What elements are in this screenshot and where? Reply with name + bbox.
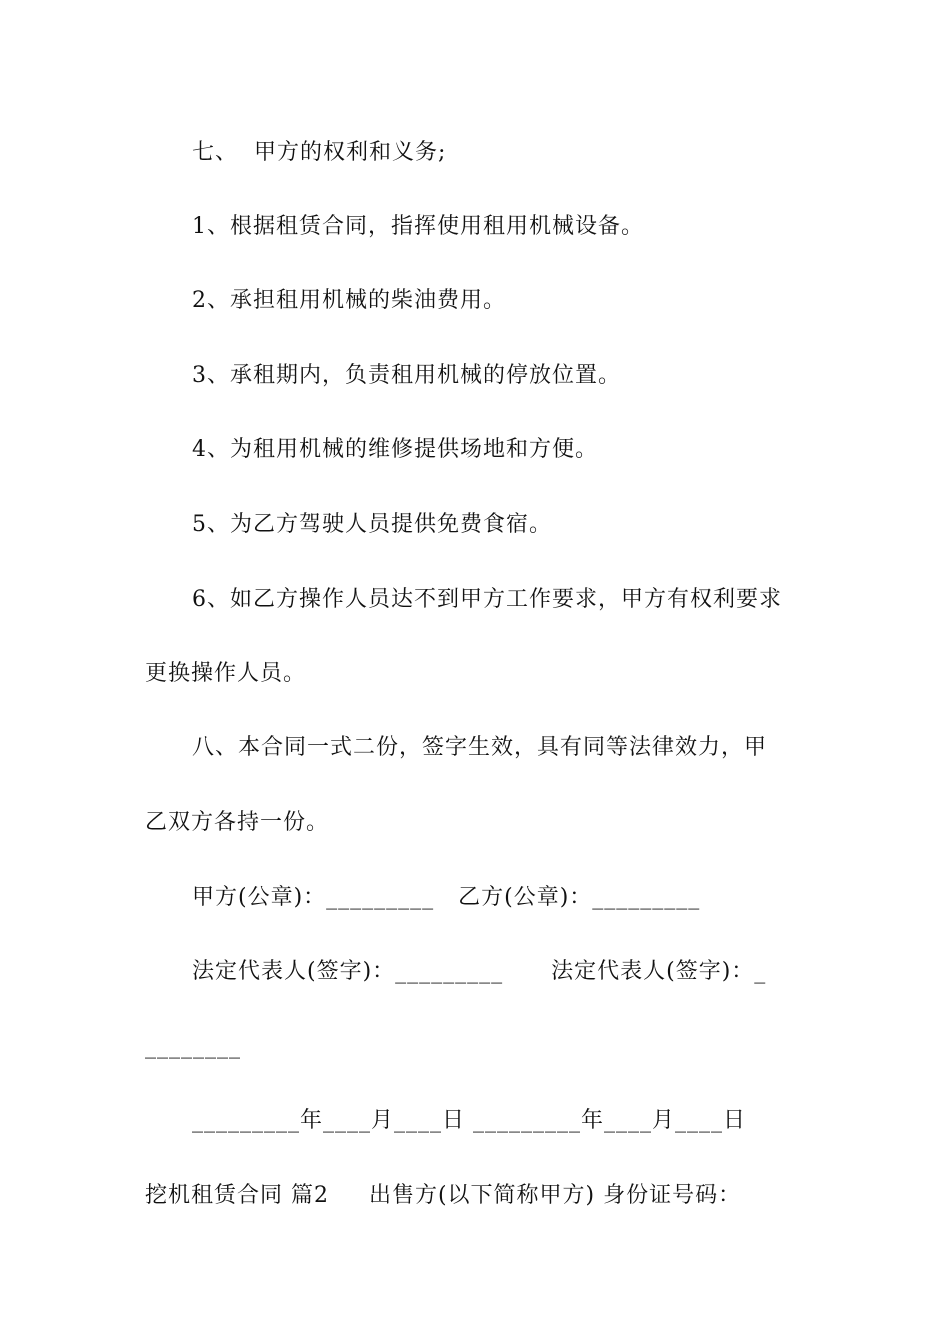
clause-item-4: 4、为租用机械的维修提供场地和方便。 <box>192 437 598 462</box>
clause-item-5: 5、为乙方驾驶人员提供免费食宿。 <box>192 512 552 537</box>
clause-item-2: 2、承担租用机械的柴油费用。 <box>192 288 506 313</box>
clause-item-1: 1、根据租赁合同，指挥使用租用机械设备。 <box>192 214 644 239</box>
legal-rep-signature-line-1: 法定代表人(签字)：_________ 法定代表人(签字)：_ <box>192 959 767 984</box>
legal-rep-signature-line-2: ________ <box>145 1034 241 1059</box>
clause-item-3: 3、承租期内，负责租用机械的停放位置。 <box>192 363 621 388</box>
date-line: _________年____月____日 _________年____月____日 <box>192 1108 746 1133</box>
clause-item-6-line-1: 6、如乙方操作人员达不到甲方工作要求，甲方有权利要求 <box>192 587 782 612</box>
section-7-title: 七、 甲方的权利和义务; <box>192 140 447 165</box>
clause-item-6-line-2: 更换操作人员。 <box>145 661 307 686</box>
section-8-line-1: 八、本合同一式二份，签字生效，具有同等法律效力，甲 <box>192 735 768 760</box>
next-contract-heading: 挖机租赁合同 篇2 出售方(以下简称甲方) 身份证号码： <box>145 1183 742 1208</box>
seal-signature-line: 甲方(公章)：_________ 乙方(公章)：_________ <box>192 885 701 910</box>
section-8-line-2: 乙双方各持一份。 <box>145 810 330 835</box>
